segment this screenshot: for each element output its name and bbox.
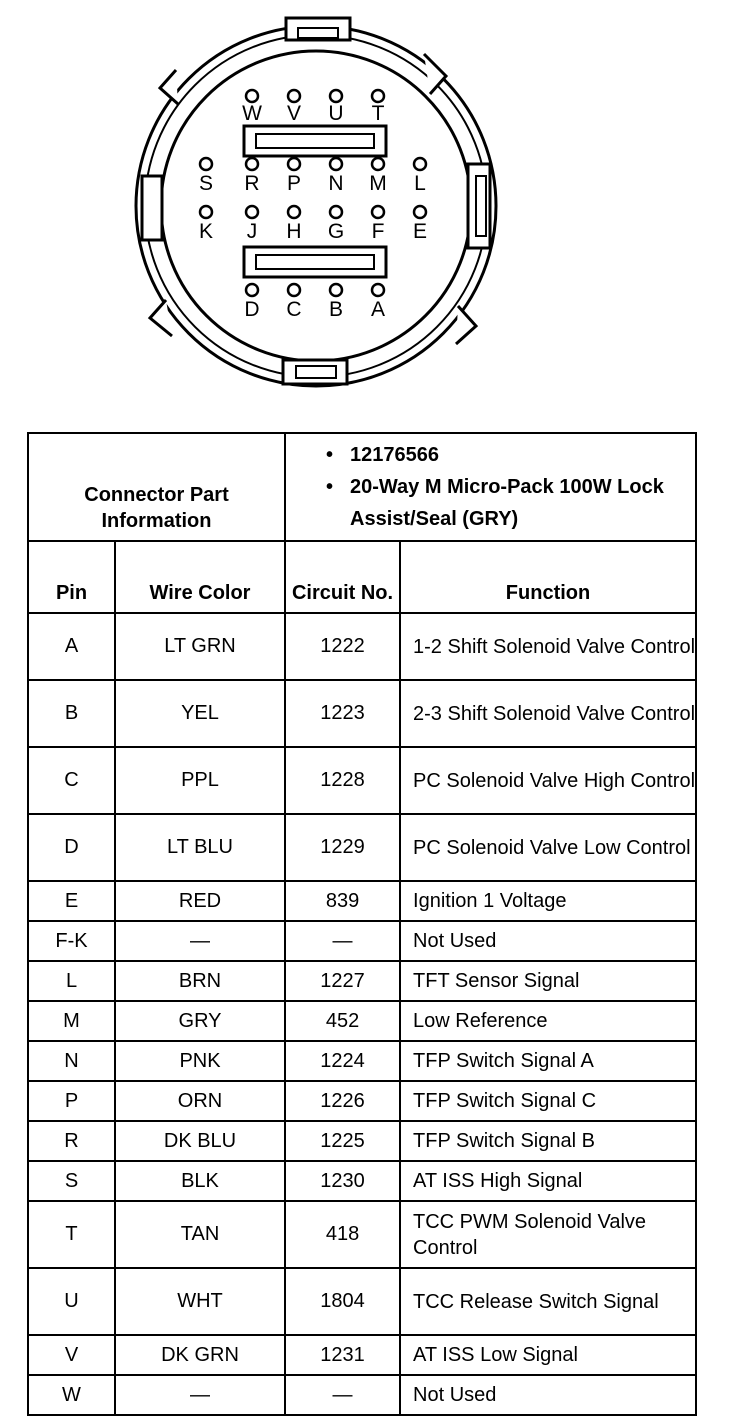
function-cell: TCC Release Switch Signal <box>400 1268 696 1335</box>
pin-cell: L <box>28 961 115 1001</box>
header-wire-color: Wire Color <box>115 541 285 613</box>
function-cell: Ignition 1 Voltage <box>400 881 696 921</box>
pin-cell: V <box>28 1335 115 1375</box>
header-pin: Pin <box>28 541 115 613</box>
pin-cavity-icon <box>330 284 342 296</box>
function-cell: TFP Switch Signal C <box>400 1081 696 1121</box>
pin-cavity-icon <box>372 284 384 296</box>
wire-color-cell: DK BLU <box>115 1121 285 1161</box>
function-cell: PC Solenoid Valve Low Control <box>400 814 696 881</box>
pin-label: E <box>412 220 428 243</box>
info-item <box>326 439 695 471</box>
pin-cavity-icon <box>414 158 426 170</box>
pin-cavity-icon <box>246 90 258 102</box>
function-cell: AT ISS High Signal <box>400 1161 696 1201</box>
pin-label: C <box>286 298 302 321</box>
wire-color-cell: BLK <box>115 1161 285 1201</box>
table-row <box>28 921 696 961</box>
wire-color-cell: PPL <box>115 747 285 814</box>
pin-cavity-icon <box>246 158 258 170</box>
circuit-cell: 839 <box>285 881 400 921</box>
circuit-cell: 1223 <box>285 680 400 747</box>
pin-label: M <box>369 172 387 195</box>
pin-label: L <box>414 172 426 195</box>
pin-cell: A <box>28 613 115 680</box>
connector-part-info-label: Connector Part Information <box>28 433 285 541</box>
pin-cell: B <box>28 680 115 747</box>
lock-slots <box>244 126 386 277</box>
pin-cell: N <box>28 1041 115 1081</box>
pin-label: V <box>286 102 302 125</box>
pin-label: N <box>328 172 344 195</box>
circuit-cell: 1231 <box>285 1335 400 1375</box>
pin-label: F <box>371 220 385 243</box>
pin-cavity-icon <box>330 206 342 218</box>
pin-cell: U <box>28 1268 115 1335</box>
circuit-cell: 1226 <box>285 1081 400 1121</box>
pin-label: G <box>327 220 345 243</box>
circuit-cell: 1227 <box>285 961 400 1001</box>
table-row <box>28 1001 696 1041</box>
circuit-cell: 418 <box>285 1201 400 1268</box>
pin-cavity-icon <box>200 206 212 218</box>
function-cell: 2-3 Shift Solenoid Valve Control <box>400 680 696 747</box>
table-row <box>28 961 696 1001</box>
table-row <box>28 613 696 680</box>
circuit-cell: — <box>285 921 400 961</box>
pin-label: T <box>371 102 385 125</box>
pin-label: S <box>198 172 214 195</box>
pin-label: R <box>244 172 260 195</box>
pin-cavity-icon <box>372 206 384 218</box>
table-row <box>28 814 696 881</box>
connector-face-diagram <box>0 0 736 420</box>
pin-cell: C <box>28 747 115 814</box>
pin-label: J <box>246 220 258 243</box>
part-number: 12176566 <box>350 444 439 466</box>
pin-label: U <box>328 102 344 125</box>
connector-description: 20-Way M Micro-Pack 100W Lock Assist/Seal (GRY) <box>350 476 664 530</box>
pin-cavity-icon <box>288 284 300 296</box>
function-cell: 1-2 Shift Solenoid Valve Control <box>400 613 696 680</box>
function-cell: TFP Switch Signal A <box>400 1041 696 1081</box>
circuit-cell: 1230 <box>285 1161 400 1201</box>
circuit-cell: 452 <box>285 1001 400 1041</box>
table-row <box>28 1335 696 1375</box>
pin-cavity-icon <box>200 158 212 170</box>
function-cell: AT ISS Low Signal <box>400 1335 696 1375</box>
function-cell: Not Used <box>400 1375 696 1415</box>
pin-cavity-icon <box>246 284 258 296</box>
pin-cell: E <box>28 881 115 921</box>
pin-cell: S <box>28 1161 115 1201</box>
table-row <box>28 1375 696 1415</box>
pin-cavity-icon <box>288 90 300 102</box>
table-row <box>28 1268 696 1335</box>
wire-color-cell: DK GRN <box>115 1335 285 1375</box>
pin-cell: R <box>28 1121 115 1161</box>
table-row <box>28 747 696 814</box>
function-cell: TFT Sensor Signal <box>400 961 696 1001</box>
pinout-rows <box>28 613 696 1415</box>
bullet-icon: • <box>326 444 334 466</box>
pin-cell: M <box>28 1001 115 1041</box>
table-row <box>28 1201 696 1268</box>
wire-color-cell: RED <box>115 881 285 921</box>
function-cell: TCC PWM Solenoid Valve Control <box>400 1201 696 1268</box>
wire-color-cell: ORN <box>115 1081 285 1121</box>
table-row <box>28 680 696 747</box>
connector-info-row <box>28 433 696 541</box>
wire-color-cell: BRN <box>115 961 285 1001</box>
function-cell: Not Used <box>400 921 696 961</box>
table-row <box>28 1161 696 1201</box>
pin-label: W <box>242 102 262 125</box>
pin-cell: W <box>28 1375 115 1415</box>
pin-label: P <box>286 172 302 195</box>
wire-color-cell: TAN <box>115 1201 285 1268</box>
circuit-cell: — <box>285 1375 400 1415</box>
header-function: Function <box>400 541 696 613</box>
pin-cell: D <box>28 814 115 881</box>
circuit-cell: 1229 <box>285 814 400 881</box>
pin-cell: T <box>28 1201 115 1268</box>
wire-color-cell: LT BLU <box>115 814 285 881</box>
info-item <box>326 471 695 535</box>
pin-label: A <box>370 298 386 321</box>
circuit-cell: 1804 <box>285 1268 400 1335</box>
pin-cavity-icon <box>372 158 384 170</box>
pin-cell: F-K <box>28 921 115 961</box>
table-row <box>28 881 696 921</box>
pin-cavity-icon <box>414 206 426 218</box>
pin-cavity-icon <box>330 90 342 102</box>
wire-color-cell: PNK <box>115 1041 285 1081</box>
table-row <box>28 1081 696 1121</box>
pin-cavity-icon <box>288 158 300 170</box>
wire-color-cell: LT GRN <box>115 613 285 680</box>
pinout-table <box>27 432 697 1416</box>
pin-cavity-icon <box>246 206 258 218</box>
function-cell: PC Solenoid Valve High Control <box>400 747 696 814</box>
pin-label: B <box>328 298 344 321</box>
wire-color-cell: YEL <box>115 680 285 747</box>
circuit-cell: 1222 <box>285 613 400 680</box>
pin-cavity-icon <box>288 206 300 218</box>
pin-label: D <box>244 298 260 321</box>
header-row <box>28 541 696 613</box>
pin-cavity-icon <box>372 90 384 102</box>
function-cell: Low Reference <box>400 1001 696 1041</box>
bullet-icon: • <box>326 476 334 498</box>
header-circuit-no: Circuit No. <box>285 541 400 613</box>
function-cell: TFP Switch Signal B <box>400 1121 696 1161</box>
circuit-cell: 1225 <box>285 1121 400 1161</box>
connector-part-info <box>285 433 696 541</box>
circuit-cell: 1224 <box>285 1041 400 1081</box>
wire-color-cell: — <box>115 921 285 961</box>
pin-cavity-icon <box>330 158 342 170</box>
wire-color-cell: GRY <box>115 1001 285 1041</box>
pin-cell: P <box>28 1081 115 1121</box>
pin-label: H <box>286 220 302 243</box>
wire-color-cell: WHT <box>115 1268 285 1335</box>
pin-label: K <box>198 220 214 243</box>
table-row <box>28 1041 696 1081</box>
wire-color-cell: — <box>115 1375 285 1415</box>
circuit-cell: 1228 <box>285 747 400 814</box>
table-row <box>28 1121 696 1161</box>
